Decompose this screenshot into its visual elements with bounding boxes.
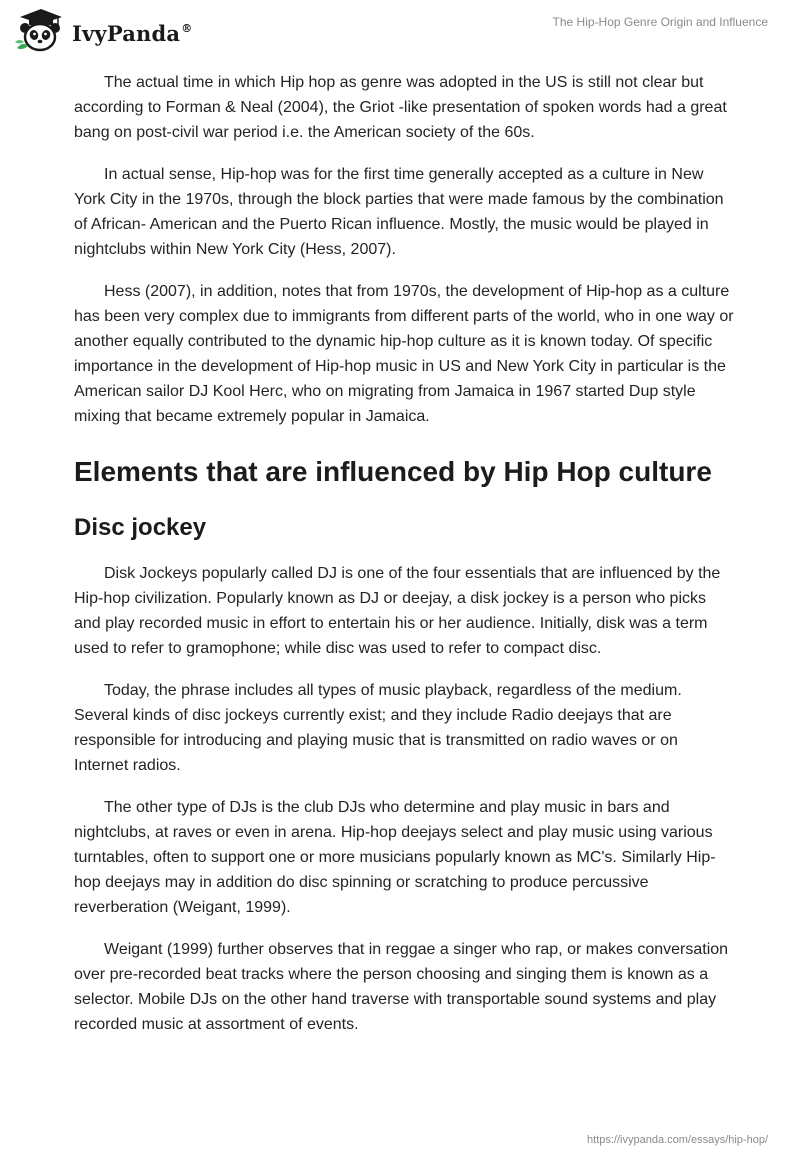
ivypanda-logo[interactable]	[14, 8, 192, 54]
paragraph: Disk Jockeys popularly called DJ is one of the four essentials that are influenced by the Hip-hop civilization. Popularly known as DJ or deejay, a disk jockey is a person who picks and play recorded music in effort to entertain his or her audience. Initially, disk was a term used to refer to gramophone; while disc was used to refer to compact disc.	[74, 565, 721, 657]
paragraph: Weigant (1999) further observes that in reggae a singer who rap, or makes conversation over pre-recorded beat tracks where the person choosing and singing them is known as a selector. Mobile DJs on the other hand traverse with transportable sound systems and play recorded music at assortment of events.	[74, 941, 729, 1033]
paragraph: The other type of DJs is the club DJs who determine and play music in bars and nightclubs, at raves or even in arena. Hip-hop deejays select and play music using various turntables, often to support one or more musicians popularly known as MC's. Similarly Hip-hop deejays may in addition do disc spinning or scratching to produce percussive reverberation (Weigant, 1999).	[74, 799, 716, 916]
page-header	[0, 0, 800, 64]
paragraph: Hess (2007), in addition, notes that from 1970s, the development of Hip-hop as a culture has been very complex due to immigrants from different parts of the world, who in one way or another equally contributed to the dynamic hip-hop culture as it is known today. Of specific importance in the development of Hip-hop music in US and New York City in particular is the American sailor DJ Kool Herc, who on migrating from Jamaica in 1967 started Dup style mixing that became extremely popular in Jamaica.	[74, 283, 734, 425]
panda-logo-icon	[14, 8, 66, 54]
source-url[interactable]: https://ivypanda.com/essays/hip-hop/	[587, 1134, 768, 1146]
document-title: The Hip-Hop Genre Origin and Influence	[552, 15, 768, 29]
paragraph: The actual time in which Hip hop as genre was adopted in the US is still not clear but according to Forman & Neal (2004), the Griot -like presentation of spoken words had a great bang on post-civil war period i.e. the American society of the 60s.	[74, 74, 727, 141]
brand-name: IvyPanda®	[72, 20, 193, 46]
trademark-symbol: ®	[181, 21, 193, 35]
essay-content	[74, 70, 734, 1054]
paragraph: In actual sense, Hip-hop was for the first time generally accepted as a culture in New York City in the 1970s, through the block parties that were made famous by the combination of African- American and the Puerto Rican influence. Mostly, the music would be played in nightclubs within New York City (Hess, 2007).	[74, 166, 724, 258]
subsection-heading: Disc jockey	[74, 514, 207, 541]
section-heading: Elements that are influenced by Hip Hop culture	[74, 456, 712, 487]
paragraph: Today, the phrase includes all types of music playback, regardless of the medium. Several kinds of disc jockeys currently exist; and they include Radio deejays that are responsible for introducing and playing music that is transmitted on radio waves or on Internet radios.	[74, 682, 682, 774]
